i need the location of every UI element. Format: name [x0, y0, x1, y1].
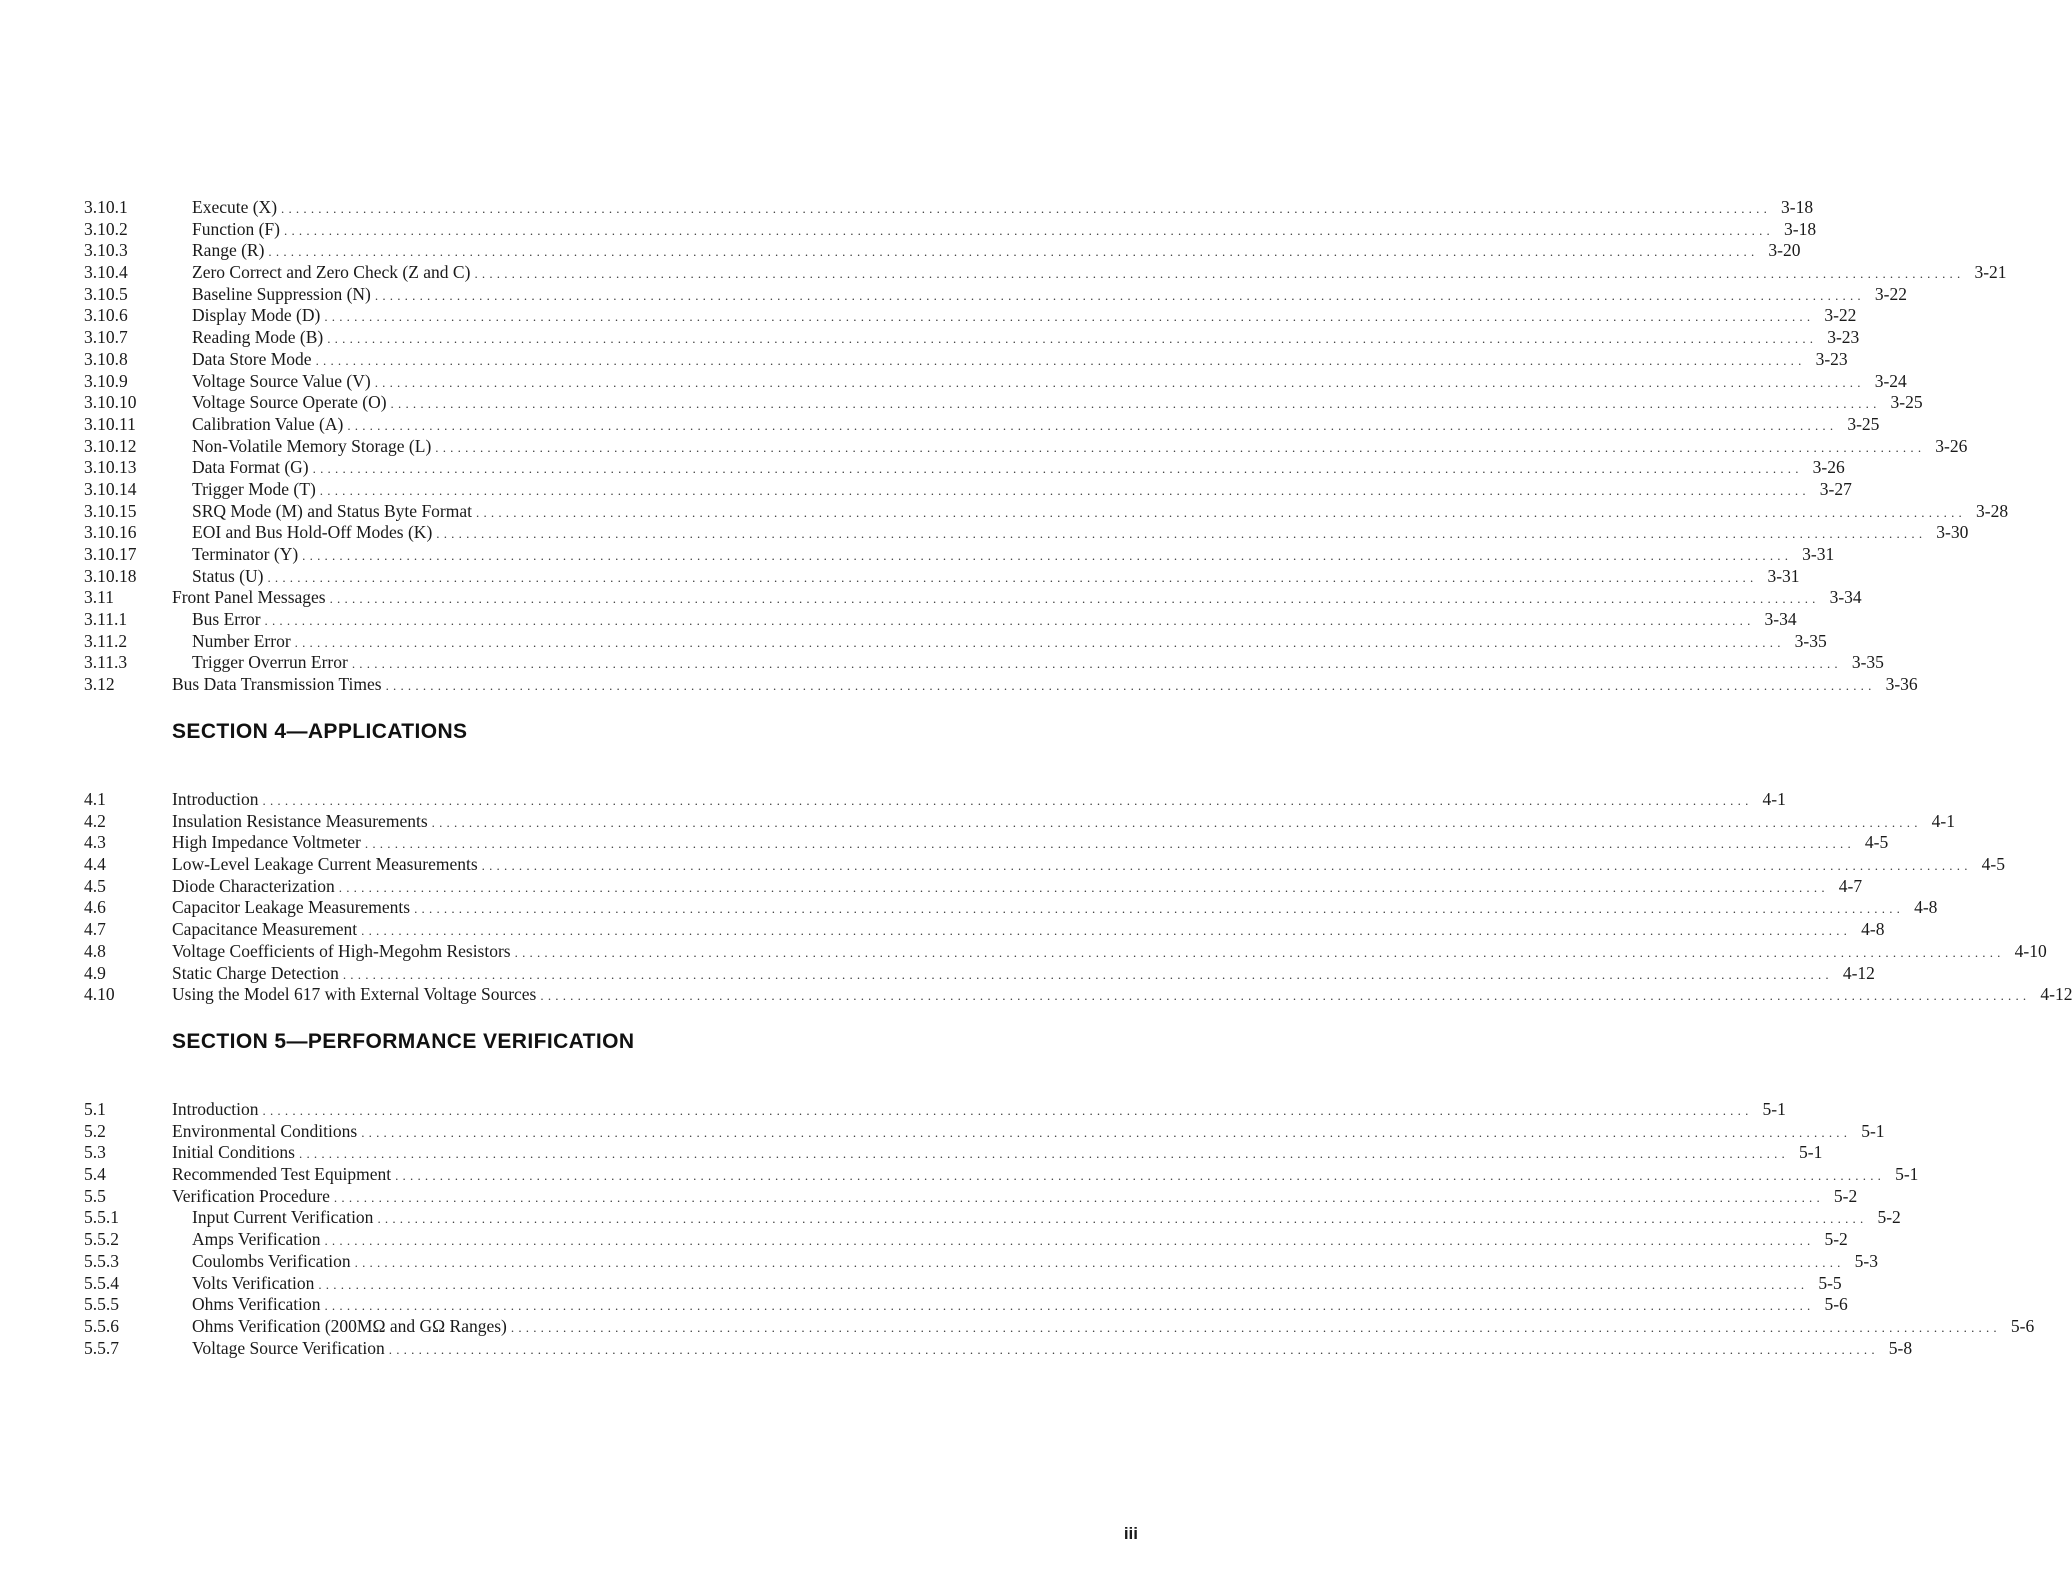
toc-entry-page: 5-3: [1854, 1250, 1878, 1271]
toc-entry-body: [192, 478, 1852, 502]
dot-leader: ........................................................................................................................................................................................................: [514, 944, 2005, 960]
toc-entry-body: [172, 854, 2005, 877]
toc-entry-title: Zero Correct and Zero Check (Z and C): [192, 262, 471, 283]
toc-entry-body: [192, 370, 1907, 394]
toc-entry: [84, 609, 1797, 631]
toc-entry-number: 5.5.3: [84, 1250, 119, 1271]
dot-leader: ........................................................................................................................................................................................................: [284, 222, 1774, 238]
toc-entry-number: 4.7: [84, 919, 106, 940]
toc-entry-number: 3.10.17: [84, 544, 137, 564]
toc-entry-page: 3-22: [1874, 283, 1907, 304]
toc-entry: [84, 435, 1968, 458]
dot-leader: ........................................................................................................................................................................................................: [327, 331, 1818, 347]
dot-leader: ........................................................................................................................................................................................................: [361, 923, 1852, 939]
dot-leader: ........................................................................................................................................................................................................: [414, 901, 1905, 917]
toc-entry-body: [172, 674, 1918, 697]
toc-entry-number: 3.12: [84, 674, 115, 695]
dot-leader: ........................................................................................................................................................................................................: [294, 634, 1785, 650]
toc-entry-page: 3-23: [1815, 348, 1848, 369]
toc-entry-page: 3-34: [1764, 609, 1797, 630]
toc-entry-page: 4-12: [1842, 962, 1875, 983]
toc-entry: [84, 197, 1814, 219]
toc-entry-title: Voltage Coefficients of High-Megohm Resistors: [172, 940, 511, 961]
toc-entry-body: [192, 1337, 1913, 1361]
toc-entry-page: 3-28: [1976, 500, 2009, 521]
toc-entry-title: Function (F): [192, 218, 280, 239]
toc-entry-page: 3-18: [1784, 218, 1817, 239]
toc-entry: [84, 1185, 1858, 1208]
toc-entry: [84, 1229, 1848, 1251]
dot-leader: ........................................................................................................................................................................................................: [540, 988, 2031, 1004]
toc-entry: [84, 1272, 1842, 1295]
toc-entry-title: Recommended Test Equipment: [172, 1164, 392, 1185]
toc-entry-number: 3.11.3: [84, 652, 128, 673]
toc-entry-body: [192, 565, 1800, 589]
toc-entry-body: [192, 392, 1923, 415]
page-number: iii: [1123, 1524, 1138, 1543]
dot-leader: ........................................................................................................................................................................................................: [315, 352, 1806, 368]
toc-entry-body: [172, 1185, 1858, 1209]
toc-entry: [84, 240, 1801, 262]
dot-leader: ........................................................................................................................................................................................................: [267, 569, 1758, 585]
dot-leader: ........................................................................................................................................................................................................: [264, 613, 1755, 629]
toc-entry: [84, 544, 1835, 566]
toc-entry-title: Reading Mode (B): [192, 327, 324, 348]
dot-leader: ........................................................................................................................................................................................................: [435, 439, 1926, 455]
toc-entry-page: 3-22: [1824, 305, 1857, 326]
toc-entry: [84, 218, 1817, 241]
dot-leader: ........................................................................................................................................................................................................: [390, 396, 1881, 412]
toc-entry-body: [192, 197, 1814, 220]
toc-entry-number: 5.5.1: [84, 1207, 119, 1228]
toc-entry: [84, 897, 1938, 919]
toc-entry: [84, 457, 1845, 479]
toc-entry-number: 3.10.1: [84, 197, 128, 217]
toc-entry-title: Non-Volatile Memory Storage (L): [192, 435, 432, 456]
toc-entry-number: 3.10.2: [84, 218, 128, 239]
toc-entry-page: 4-8: [1861, 919, 1885, 940]
toc-entry-title: Using the Model 617 with External Voltage Sources: [172, 984, 537, 1005]
dot-leader: ........................................................................................................................................................................................................: [268, 244, 1759, 260]
toc-entry-body: [172, 897, 1938, 920]
toc-section5-list: [84, 1099, 2035, 1359]
toc-entry-title: Ohms Verification (200MΩ and GΩ Ranges): [192, 1315, 507, 1336]
toc-entry-body: [192, 457, 1845, 480]
toc-entry: [84, 587, 1862, 609]
toc-entry: [84, 392, 1923, 414]
dot-leader: ........................................................................................................................................................................................................: [347, 417, 1838, 433]
toc-entry-number: 4.9: [84, 962, 106, 983]
toc-entry-title: Introduction: [172, 789, 259, 809]
toc-entry: [84, 1207, 1901, 1229]
toc-entry: [84, 522, 1969, 544]
toc-entry-number: 3.10.3: [84, 240, 128, 261]
toc-entry-page: 4-1: [1931, 810, 1955, 831]
toc-entry-number: 5.5.7: [84, 1337, 119, 1358]
toc-entry-title: Voltage Source Operate (O): [192, 392, 387, 413]
toc-entry-title: Low-Level Leakage Current Measurements: [172, 854, 478, 875]
toc-entry: [84, 413, 1880, 436]
dot-leader: ........................................................................................................................................................................................................: [476, 504, 1966, 520]
toc-entry-number: 3.10.9: [84, 370, 128, 391]
toc-entry-number: 5.5.4: [84, 1272, 119, 1293]
toc-entry-page: 3-31: [1767, 565, 1800, 586]
dot-leader: ........................................................................................................................................................................................................: [333, 1189, 1824, 1205]
toc-entry-page: 3-27: [1819, 478, 1852, 499]
dot-leader: ........................................................................................................................................................................................................: [324, 1298, 1815, 1314]
toc-entry-title: Range (R): [192, 240, 265, 261]
toc-entry-number: 3.10.10: [84, 392, 137, 413]
toc-entry-number: 4.5: [84, 875, 106, 896]
toc-entry-title: Trigger Mode (T): [192, 478, 316, 499]
toc-entry: [84, 854, 2005, 876]
toc-entry: [84, 919, 1885, 941]
toc-entry-title: Capacitance Measurement: [172, 919, 358, 940]
toc-entry-title: Volts Verification: [192, 1272, 315, 1293]
toc-entry-title: Bus Data Transmission Times: [172, 674, 382, 695]
toc-entry-body: [172, 1099, 1786, 1122]
toc-entry-title: SRQ Mode (M) and Status Byte Format: [192, 500, 472, 521]
toc-entry-title: Input Current Verification: [192, 1207, 374, 1228]
dot-leader: ........................................................................................................................................................................................................: [324, 1233, 1815, 1249]
dot-leader: ........................................................................................................................................................................................................: [262, 793, 1753, 808]
toc-entry-title: Capacitor Leakage Measurements: [172, 897, 411, 918]
toc-entry-page: 3-25: [1847, 413, 1880, 434]
toc-entry-title: Static Charge Detection: [172, 962, 339, 983]
toc-entry: [84, 1337, 1913, 1360]
dot-leader: ........................................................................................................................................................................................................: [436, 526, 1927, 542]
toc-entry-number: 3.10.6: [84, 305, 128, 326]
toc-entry-title: Voltage Source Value (V): [192, 370, 371, 391]
toc-entry-title: Number Error: [192, 630, 291, 651]
toc-entry-number: 4.2: [84, 810, 106, 831]
toc-entry: [84, 262, 2007, 284]
toc-entry-body: [172, 1142, 1823, 1165]
toc-entry: [84, 674, 1918, 696]
dot-leader: ........................................................................................................................................................................................................: [299, 1146, 1789, 1162]
toc-entry-page: 5-8: [1888, 1337, 1913, 1358]
toc-entry: [84, 832, 1889, 854]
toc-entry-title: Verification Procedure: [172, 1185, 330, 1206]
toc-entry: [84, 478, 1852, 501]
toc-entry-page: 3-26: [1935, 435, 1968, 456]
toc-entry-number: 4.6: [84, 897, 106, 918]
toc-entry: [84, 565, 1800, 588]
dot-leader: ........................................................................................................................................................................................................: [361, 1124, 1852, 1140]
toc-entry-title: Front Panel Messages: [172, 587, 326, 608]
toc-entry-title: Execute (X): [192, 197, 278, 217]
toc-entry-page: 5-2: [1877, 1207, 1901, 1228]
toc-entry-number: 3.11: [84, 587, 114, 608]
toc-entry-page: 3-24: [1874, 370, 1907, 391]
toc-entry-body: [172, 810, 1955, 834]
toc-entry-page: 5-1: [1762, 1099, 1786, 1119]
toc-entry-title: Display Mode (D): [192, 305, 321, 326]
dot-leader: ........................................................................................................................................................................................................: [395, 1168, 1886, 1184]
toc-entry-body: [172, 875, 1863, 899]
toc-section3-list: [84, 197, 2009, 696]
toc-entry: [84, 500, 2009, 523]
toc-entry-title: Baseline Suppression (N): [192, 283, 371, 304]
toc-entry-number: 5.5.6: [84, 1315, 119, 1336]
toc-entry-title: Data Format (G): [192, 457, 309, 478]
toc-entry-title: Status (U): [192, 565, 264, 586]
toc-entry-title: Environmental Conditions: [172, 1120, 358, 1141]
toc-entry-page: 3-31: [1802, 544, 1835, 564]
toc-entry-title: Diode Characterization: [172, 875, 335, 896]
toc-entry-number: 3.10.8: [84, 348, 128, 369]
toc-entry: [84, 1294, 1848, 1316]
toc-entry-page: 5-1: [1799, 1142, 1823, 1163]
dot-leader: ........................................................................................................................................................................................................: [510, 1319, 2001, 1335]
toc-entry-title: Calibration Value (A): [192, 413, 344, 434]
toc-entry-page: 5-2: [1824, 1229, 1848, 1250]
toc-entry: [84, 1120, 1885, 1143]
toc-entry-title: Amps Verification: [192, 1229, 321, 1250]
toc-entry-body: [192, 1207, 1901, 1230]
toc-entry-number: 5.4: [84, 1164, 106, 1185]
toc-entry-body: [192, 413, 1880, 437]
toc-entry-page: 5-5: [1818, 1272, 1842, 1293]
toc-entry-page: 4-12: [2040, 984, 2072, 1005]
toc-entry-body: [192, 609, 1797, 632]
toc-entry-body: [192, 240, 1801, 263]
toc-entry-title: High Impedance Voltmeter: [172, 832, 361, 853]
toc-entry-title: Bus Error: [192, 609, 261, 630]
toc-entry: [84, 370, 1907, 393]
toc-entry-body: [192, 630, 1827, 654]
toc-entry-page: 5-6: [1824, 1294, 1848, 1315]
toc-entry-page: 4-7: [1838, 875, 1863, 896]
toc-entry-number: 3.10.4: [84, 262, 128, 283]
toc-entry-number: 3.10.12: [84, 435, 137, 456]
toc-entry-title: Initial Conditions: [172, 1142, 295, 1163]
toc-entry-body: [192, 262, 2007, 285]
toc-entry: [84, 1250, 1878, 1273]
toc-entry-number: 4.3: [84, 832, 106, 853]
toc-entry-body: [172, 984, 2072, 1007]
dot-leader: ........................................................................................................................................................................................................: [374, 287, 1865, 303]
toc-entry-body: [172, 919, 1885, 942]
toc-entry-number: 3.10.18: [84, 565, 137, 586]
toc-entry-number: 3.10.14: [84, 478, 137, 499]
toc-entry-page: 3-18: [1781, 197, 1814, 217]
toc-entry-page: 3-35: [1794, 630, 1827, 651]
toc-entry-body: [192, 652, 1884, 675]
toc-entry: [84, 940, 2047, 963]
dot-leader: ........................................................................................................................................................................................................: [351, 656, 1842, 672]
toc-entry-body: [172, 1120, 1885, 1144]
toc-entry-page: 5-2: [1833, 1185, 1858, 1206]
toc-section4-list: [84, 789, 2072, 1006]
section5-heading: SECTION 5—PERFORMANCE VERIFICATION: [172, 1030, 635, 1053]
dot-leader: ........................................................................................................................................................................................................: [385, 678, 1876, 694]
toc-entry-number: 4.1: [84, 789, 106, 809]
toc-entry: [84, 1315, 2035, 1338]
toc-entry-title: Data Store Mode: [192, 348, 312, 369]
toc-entry-body: [172, 587, 1862, 610]
toc-entry-body: [192, 1250, 1878, 1274]
toc-entry-title: Coulombs Verification: [192, 1250, 351, 1271]
toc-entry-title: EOI and Bus Hold-Off Modes (K): [192, 522, 433, 543]
dot-leader: ........................................................................................................................................................................................................: [324, 309, 1815, 325]
toc-entry: [84, 810, 1955, 833]
toc-entry-page: 3-25: [1890, 392, 1923, 413]
toc-entry-number: 3.10.13: [84, 457, 137, 478]
toc-entry-number: 5.5: [84, 1185, 106, 1206]
dot-leader: ........................................................................................................................................................................................................: [481, 858, 1972, 874]
toc-entry-body: [172, 940, 2047, 964]
toc-entry-number: 3.10.5: [84, 283, 128, 304]
toc-entry-title: Insulation Resistance Measurements: [172, 810, 428, 831]
toc-entry: [84, 630, 1827, 653]
toc-entry-body: [172, 962, 1875, 986]
toc-entry-number: 4.8: [84, 940, 106, 961]
dot-leader: ........................................................................................................................................................................................................: [431, 814, 1922, 830]
toc-entry-number: 3.10.11: [84, 413, 136, 434]
toc-entry-number: 5.5.5: [84, 1294, 119, 1315]
toc-entry-title: Voltage Source Verification: [192, 1337, 385, 1358]
toc-entry: [84, 1142, 1823, 1164]
toc-entry: [84, 305, 1857, 327]
dot-leader: ........................................................................................................................................................................................................: [329, 591, 1820, 607]
dot-leader: ........................................................................................................................................................................................................: [374, 374, 1865, 390]
toc-entry-number: 5.3: [84, 1142, 106, 1163]
toc-entry-page: 4-8: [1914, 897, 1938, 918]
toc-entry-body: [192, 1294, 1848, 1317]
toc-entry-body: [192, 544, 1835, 567]
toc-entry-page: 3-34: [1829, 587, 1862, 608]
toc-entry: [84, 283, 1907, 306]
toc-entry: [84, 327, 1860, 349]
toc-entry-body: [192, 283, 1907, 307]
toc-entry: [84, 348, 1848, 371]
toc-entry: [84, 1164, 1919, 1186]
dot-leader: ........................................................................................................................................................................................................: [388, 1341, 1879, 1357]
toc-entry-number: 3.10.15: [84, 500, 137, 521]
toc-entry-page: 3-26: [1812, 457, 1845, 478]
toc-entry-body: [192, 1315, 2035, 1339]
dot-leader: ........................................................................................................................................................................................................: [377, 1211, 1868, 1227]
toc-entry-body: [192, 305, 1857, 328]
toc-entry-body: [192, 218, 1817, 242]
toc-entry-page: 5-1: [1895, 1164, 1919, 1185]
toc-entry: [84, 984, 2072, 1006]
toc-entry-number: 5.1: [84, 1099, 106, 1119]
toc-entry-body: [172, 1164, 1919, 1187]
toc-entry-title: Trigger Overrun Error: [192, 652, 348, 673]
toc-entry-body: [192, 1229, 1848, 1252]
section4-heading: SECTION 4—APPLICATIONS: [172, 720, 468, 743]
dot-leader: ........................................................................................................................................................................................................: [354, 1254, 1845, 1270]
dot-leader: ........................................................................................................................................................................................................: [338, 879, 1829, 895]
toc-entry-page: 3-35: [1851, 652, 1884, 673]
toc-entry: [84, 789, 1786, 811]
toc-entry-body: [192, 522, 1969, 545]
toc-entry-number: 5.5.2: [84, 1229, 119, 1250]
toc-entry-number: 5.2: [84, 1120, 106, 1141]
toc-entry-number: 3.10.7: [84, 327, 128, 348]
dot-leader: ........................................................................................................................................................................................................: [281, 201, 1772, 216]
toc-entry: [84, 1099, 1786, 1121]
toc-entry-page: 3-36: [1885, 674, 1918, 695]
toc-entry-number: 4.10: [84, 984, 115, 1005]
dot-leader: ........................................................................................................................................................................................................: [262, 1103, 1753, 1118]
toc-entry-number: 4.4: [84, 854, 106, 875]
toc-entry-page: 5-1: [1861, 1120, 1885, 1141]
toc-entry-body: [192, 1272, 1842, 1296]
toc-entry-page: 3-30: [1936, 522, 1969, 543]
toc-entry-page: 4-5: [1981, 854, 2005, 875]
toc-entry-body: [172, 832, 1889, 855]
toc-entry-body: [192, 327, 1860, 350]
toc-entry-body: [192, 435, 1968, 459]
dot-leader: ........................................................................................................................................................................................................: [474, 266, 1965, 282]
toc-entry-page: 3-20: [1768, 240, 1801, 261]
toc-entry: [84, 652, 1884, 674]
toc-entry-body: [192, 348, 1848, 372]
dot-leader: ........................................................................................................................................................................................................: [302, 548, 1793, 563]
toc-entry-number: 3.11.2: [84, 630, 128, 651]
dot-leader: ........................................................................................................................................................................................................: [312, 461, 1803, 477]
toc-entry-page: 3-21: [1974, 262, 2007, 283]
toc-entry-page: 4-10: [2014, 940, 2047, 961]
dot-leader: ........................................................................................................................................................................................................: [318, 1276, 1809, 1292]
toc-entry-body: [192, 500, 2009, 524]
toc-entry-page: 4-1: [1762, 789, 1786, 809]
toc-entry-title: Terminator (Y): [192, 544, 299, 564]
dot-leader: ........................................................................................................................................................................................................: [319, 482, 1810, 498]
toc-entry-body: [172, 789, 1786, 812]
dot-leader: ........................................................................................................................................................................................................: [342, 966, 1833, 982]
dot-leader: ........................................................................................................................................................................................................: [364, 836, 1855, 852]
toc-entry-number: 3.10.16: [84, 522, 137, 543]
toc-entry-page: 4-5: [1864, 832, 1889, 853]
toc-entry-title: Introduction: [172, 1099, 259, 1119]
toc-entry-title: Ohms Verification: [192, 1294, 321, 1315]
toc-entry: [84, 875, 1863, 898]
toc-entry-page: 3-23: [1827, 327, 1860, 348]
toc-entry-number: 3.11.1: [84, 609, 128, 630]
toc-entry: [84, 962, 1875, 985]
toc-entry-page: 5-6: [2010, 1315, 2035, 1336]
